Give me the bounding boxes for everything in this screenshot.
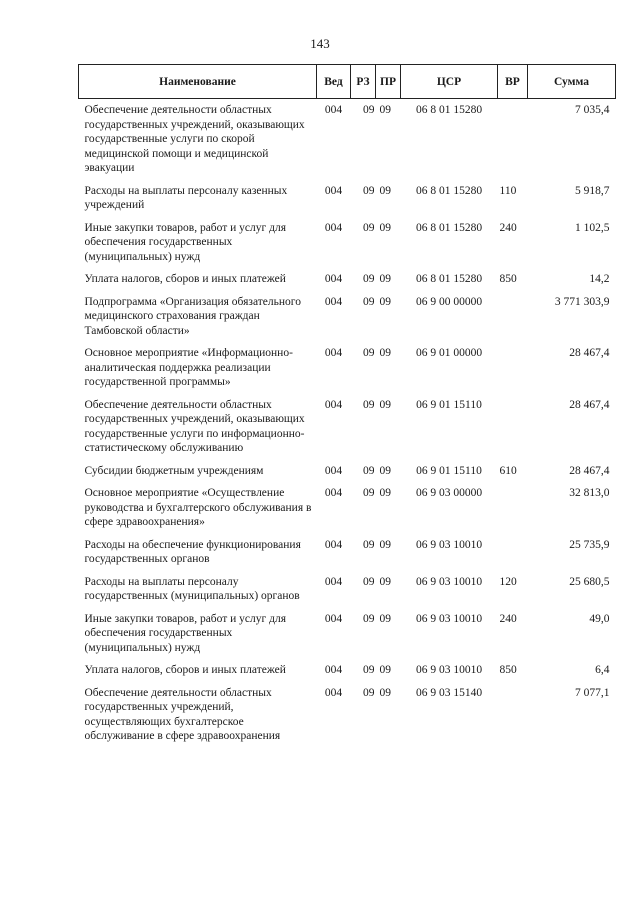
cell-name: Основное мероприятие «Осуществление руководства и бухгалтерского обслуживания в сфере здравоохранения» [84,487,312,528]
cell-pr: 09 [379,686,391,699]
cell-ved: 004 [324,612,343,625]
cell-name: Иные закупки товаров, работ и услуг для обеспечения государственных (муниципальных) нужд [84,612,286,654]
cell-ved: 004 [324,104,343,116]
cell-sum: 25 735,9 [569,538,610,551]
cell-vr: 120 [499,575,517,588]
table-row [79,346,616,398]
cell-csr: 06 8 01 15280 [415,184,483,197]
cell-name: Уплата налогов, сборов и иных платежей [84,664,286,676]
cell-sum: 14,2 [589,273,610,285]
cell-sum: 5 918,7 [575,184,610,197]
cell-ved: 004 [324,273,343,285]
table-header-row [79,65,616,99]
cell-name: Субсидии бюджетным учреждениям [84,464,264,477]
cell-vr [498,538,528,575]
table-body [79,99,616,752]
table-row [79,99,616,184]
cell-csr: 06 9 03 10010 [415,538,483,551]
cell-pr: 09 [379,347,391,359]
cell-sum: 3 771 303,9 [554,295,610,308]
cell-pr: 09 [379,295,391,308]
cell-rz: 09 [363,398,375,411]
cell-vr [498,295,528,347]
cell-sum: 6,4 [595,664,610,676]
cell-ved: 004 [324,295,343,308]
cell-pr: 09 [379,221,391,234]
cell-ved: 004 [324,221,343,234]
cell-pr: 09 [379,664,391,676]
cell-rz: 09 [363,575,375,588]
cell-rz: 09 [363,686,375,699]
table-row [79,612,616,664]
column-header-name: Наименование [79,65,317,99]
column-header-pr: ПР [376,65,401,99]
cell-vr: 850 [499,664,517,676]
cell-rz: 09 [363,664,375,676]
cell-rz: 09 [363,184,375,197]
table-row [79,663,616,686]
cell-rz: 09 [363,464,375,477]
table-row [79,538,616,575]
cell-sum: 1 102,5 [575,221,610,234]
cell-ved: 004 [324,664,343,676]
cell-name: Обеспечение деятельности областных государственных учреждений, оказывающих государственные услуги по информационно-статистическому обслуживанию [84,398,305,454]
cell-pr: 09 [379,487,391,499]
cell-sum: 25 680,5 [569,575,610,588]
cell-ved: 004 [324,538,343,551]
cell-ved: 004 [324,398,343,411]
cell-name: Уплата налогов, сборов и иных платежей [84,273,286,285]
budget-table [78,64,616,752]
cell-sum: 7 077,1 [575,686,610,699]
cell-pr: 09 [379,273,391,285]
cell-name: Иные закупки товаров, работ и услуг для обеспечения государственных (муниципальных) нужд [84,221,286,263]
column-header-rz: РЗ [351,65,376,99]
cell-name: Расходы на обеспечение функционирования государственных органов [84,538,301,565]
table-row [79,398,616,464]
cell-ved: 004 [324,184,343,197]
cell-vr [498,398,528,464]
cell-name: Расходы на выплаты персоналу государственных (муниципальных) органов [84,575,300,602]
cell-sum: 7 035,4 [575,104,610,116]
page-number: 143 [310,36,330,51]
cell-name: Основное мероприятие «Информационно-аналитическая поддержка реализации государственной программы» [84,347,293,388]
cell-vr [498,686,528,752]
cell-vr: 610 [499,464,517,477]
cell-rz: 09 [363,347,375,359]
table-row [79,272,616,295]
cell-rz: 09 [363,538,375,551]
cell-name: Обеспечение деятельности областных государственных учреждений, осуществляющих бухгалтерское обслуживание в сфере здравоохранения [84,686,281,742]
cell-ved: 004 [324,347,343,359]
cell-vr [498,99,528,184]
cell-ved: 004 [324,575,343,588]
cell-csr: 06 8 01 15280 [415,273,483,285]
cell-name: Подпрограмма «Организация обязательного медицинского страхования граждан Тамбовской области» [84,295,301,337]
cell-pr: 09 [379,104,391,116]
column-header-sum: Сумма [528,65,616,99]
cell-ved: 004 [324,464,343,477]
cell-vr [498,346,528,398]
cell-sum: 28 467,4 [569,464,610,477]
cell-rz: 09 [363,295,375,308]
cell-vr: 850 [499,273,517,285]
cell-sum: 49,0 [589,612,610,625]
table-row [79,686,616,752]
cell-rz: 09 [363,221,375,234]
table-row [79,486,616,538]
cell-rz: 09 [363,612,375,625]
cell-sum: 32 813,0 [569,487,610,499]
cell-csr: 06 8 01 15280 [415,221,483,234]
cell-csr: 06 9 01 00000 [415,347,483,359]
cell-vr: 240 [499,221,517,234]
column-header-ved: Вед [317,65,351,99]
cell-vr [498,486,528,538]
cell-csr: 06 9 01 15110 [416,464,482,477]
table-row [79,184,616,221]
cell-csr: 06 9 03 10010 [415,575,483,588]
cell-vr: 110 [499,184,517,197]
cell-sum: 28 467,4 [569,398,610,411]
cell-csr: 06 9 00 00000 [415,295,483,308]
cell-csr: 06 9 03 10010 [415,612,483,625]
cell-pr: 09 [379,464,391,477]
cell-ved: 004 [324,487,343,499]
cell-pr: 09 [379,612,391,625]
cell-csr: 06 9 03 15140 [415,686,483,699]
table-row [79,221,616,273]
table-row [79,464,616,487]
cell-csr: 06 9 03 00000 [415,487,483,499]
cell-rz: 09 [363,104,375,116]
cell-sum: 28 467,4 [569,347,610,359]
cell-ved: 004 [324,686,343,699]
cell-rz: 09 [363,487,375,499]
cell-pr: 09 [379,398,391,411]
column-header-csr: ЦСР [401,65,498,99]
cell-name: Расходы на выплаты персоналу казенных учреждений [84,184,288,211]
cell-vr: 240 [499,612,517,625]
cell-pr: 09 [379,538,391,551]
cell-csr: 06 8 01 15280 [415,104,483,116]
cell-rz: 09 [363,273,375,285]
cell-name: Обеспечение деятельности областных государственных учреждений, оказывающих государственные услуги по скорой медицинской помощи и медицинской эвакуации [84,104,305,174]
column-header-vr: ВР [498,65,528,99]
table-row [79,575,616,612]
table-row [79,295,616,347]
cell-csr: 06 9 01 15110 [416,398,482,411]
cell-pr: 09 [379,184,391,197]
cell-pr: 09 [379,575,391,588]
cell-csr: 06 9 03 10010 [415,664,483,676]
